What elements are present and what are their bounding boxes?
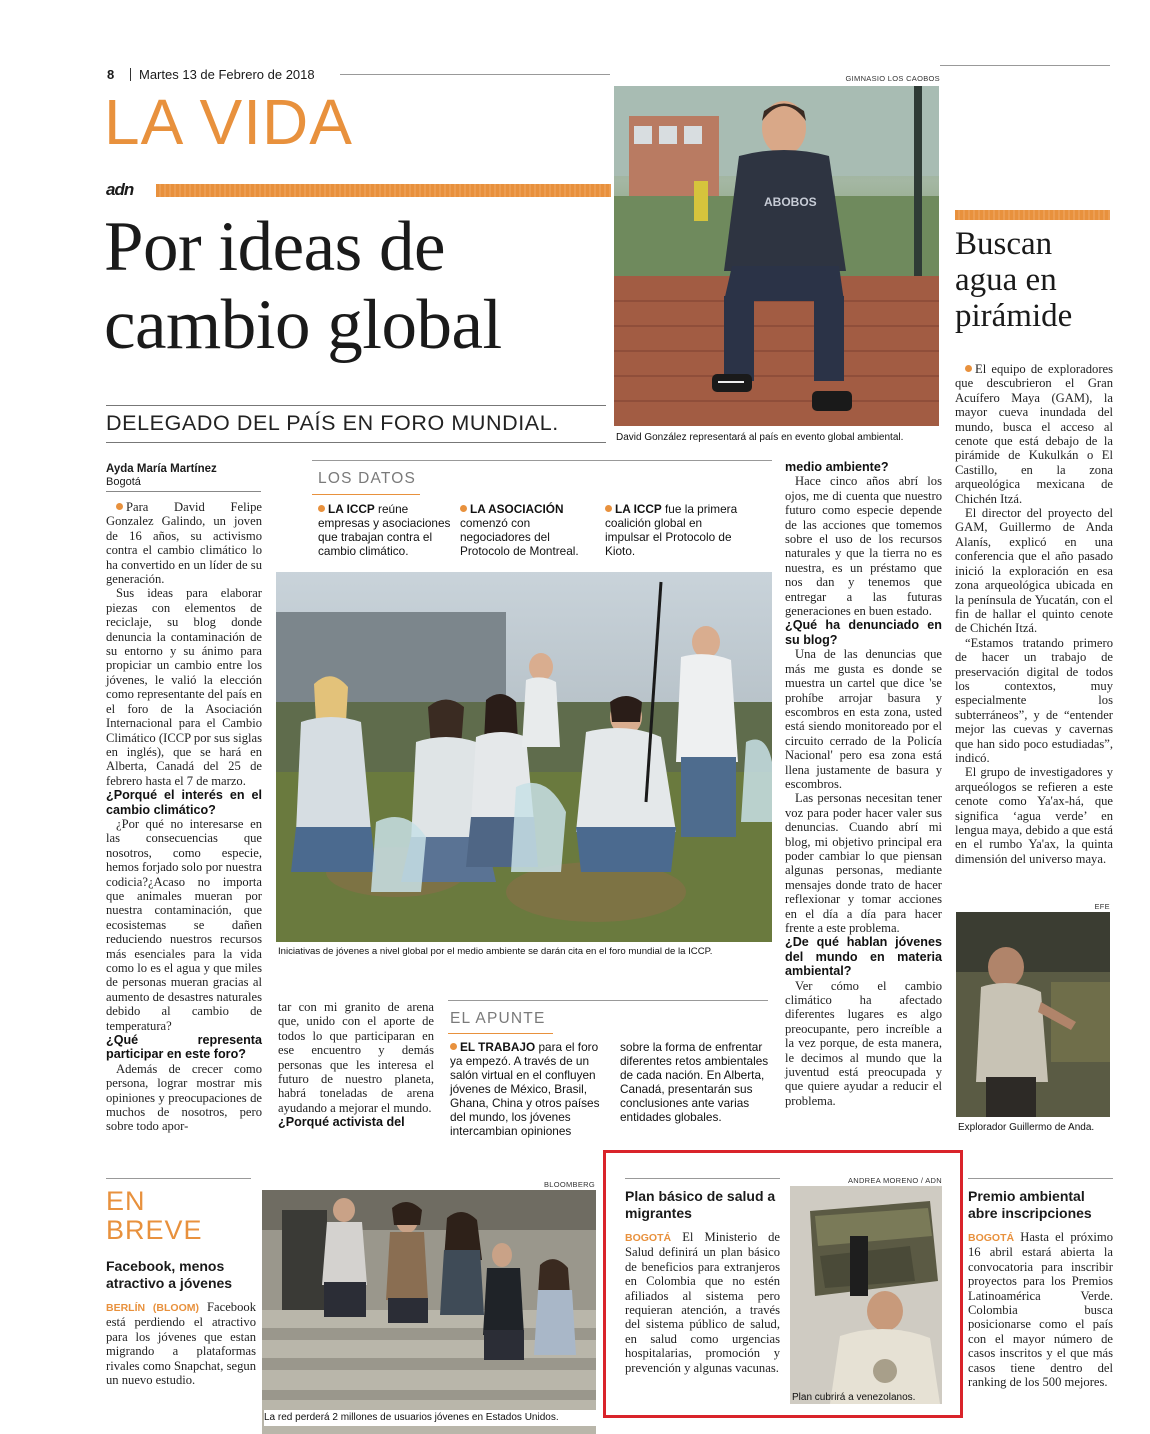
el-apunte-lead: EL TRABAJO (460, 1040, 536, 1054)
explorer-photo-caption: Explorador Guillermo de Anda. (958, 1122, 1095, 1133)
los-datos-lead: LA ICCP (615, 502, 662, 516)
header-rule-right (940, 65, 1110, 66)
article-paragraph: El director del proyecto del GAM, Guillermo de Anda Alanís, explicó en una conferencia que el año pasado inició la exploración en esa zona arqueológica ubicada en la península de Yucatán, con el fin de hallar el quinto cenote de Chichén Itzá. (955, 506, 1113, 636)
migrant-illustration (790, 1186, 942, 1404)
plan-body: BOGOTÁ El Ministerio de Salud definirá un plan básico de beneficios para extranjeros en Colombia que no estén afiliados al sistema pero requieran atención, a través del sistema público de salud, en salud como urgencias hospitalarias, promoción y prevención y algunas vacunas. (625, 1230, 780, 1375)
premio-top-rule (968, 1178, 1113, 1179)
plan-headline: Plan básico de salud a migrantes (625, 1188, 776, 1221)
los-datos-title-underline (312, 494, 420, 495)
header-divider (130, 68, 131, 81)
sidebar-headline: Buscan agua en pirámide (955, 226, 1073, 334)
article-paragraph: Las personas necesitan tener voz para poder hacer valer sus denuncias. Cuando abrí mi blog, mi objetivo principal era poder cambiar lo que piensan algunas personas, mediante mensajes donde trato de hacer reflexionar y tomar acciones en el día a día para hacer frente a este problema. (785, 791, 942, 935)
premio-body: BOGOTÁ Hasta el próximo 16 abril estará abierta la convocatoria para inscribir proyectos para los Premios Latinoamérica Verde. Colombia busca posicionarse como el país con el mayor número de casos inscritos y el que más casos tiene dentro del ranking de los 500 mejores. (968, 1230, 1113, 1390)
interview-question: ¿Qué representa participar en este foro? (106, 1033, 262, 1062)
facebook-body: BERLÍN (BLOOM) Facebook está perdiendo el atractivo para los jóvenes que estan migrando a plataformas rivales como Snapchat, segun un nuevo estudio. (106, 1300, 256, 1388)
main-article-column-2 (278, 1000, 434, 1130)
explorer-photo-credit: EFE (1094, 902, 1110, 911)
bullet-dot (450, 1043, 457, 1050)
facebook-photo (262, 1190, 596, 1434)
article-paragraph: El equipo de exploradores que descubrieron el Gran Acuífero Maya (GAM), la mayor cueva inundada del mundo, busca el acceso al cenote que está debajo de la pirámide de Kukulkán o El Castillo, en la zona arqueológica mexicana de Chichén Itzá. (955, 362, 1113, 506)
el-apunte-text-1: EL TRABAJO para el foro ya empezó. A través de un salón virtual en el confluyen jóvenes de México, Brasil, Ghana, China y otros países del mundo, los jóvenes intercambian opiniones (450, 1040, 600, 1138)
article-paragraph: Una de las denuncias que más me gusta es donde se muestra un cartel que dice 'se prohíbe arrojar basura y escombros en esta zona, usted está siendo monitoreado por el circuito cerrado de la Policía Nacional' pero esa zona está llena justamente de basura y escombros. (785, 647, 942, 791)
issue-date: Martes 13 de Febrero de 2018 (139, 67, 315, 82)
student-photo (614, 86, 939, 426)
youth-cleanup-photo (276, 572, 772, 942)
header-rule (340, 74, 610, 75)
en-breve-top-rule (106, 1178, 251, 1179)
byline-rule (106, 491, 261, 492)
youth-cleanup-illustration (276, 572, 772, 942)
section-title: LA VIDA (104, 86, 353, 158)
page-number: 8 (107, 67, 115, 82)
article-paragraph: Ver cómo el cambio climático ha afectado diferentes lugares es algo preocupante, pero increíble a la vez porque, de esta manera, le decimos al mundo que la juventud está preocupada y que quiere ayudar a reducir el problema. (785, 978, 942, 1108)
el-apunte-text-2: sobre la forma de enfrentar diferentes retos ambientales de cada nación. En Alberta, Canadá, presentarán sus conclusiones ante varias entidades globales. (620, 1040, 769, 1124)
plan-photo-credit: ANDREA MORENO / ADN (847, 1176, 942, 1185)
sidebar-accent-bar (955, 210, 1110, 220)
los-datos-item-3: LA ICCP fue la primera coalición global en impulsar el Protocolo de Kioto. (605, 502, 738, 558)
interview-question: ¿Porqué activista del (278, 1115, 405, 1130)
plan-top-rule (625, 1178, 780, 1179)
interview-question: medio ambiente? (785, 460, 889, 474)
main-article-column-4 (785, 460, 942, 1108)
subheadline: DELEGADO DEL PAÍS EN FORO MUNDIAL. (106, 411, 559, 435)
facebook-dateline: BERLÍN (BLOOM) (106, 1302, 199, 1314)
subheadline-rule (106, 405, 606, 406)
los-datos-item-2: LA ASOCIACIÓN comenzó con negociadores del Protocolo de Montreal. (460, 502, 579, 558)
migrant-photo (790, 1186, 942, 1404)
explorer-illustration (956, 912, 1110, 1117)
subheadline-rule-bottom (106, 442, 606, 443)
main-headline: Por ideas de cambio global (104, 208, 502, 364)
sidebar-article-body (955, 362, 1113, 866)
article-paragraph: Además de crecer como persona, lograr mostrar mis opiniones y preocupaciones de muchos de nosotros, pero sobre todo apor- (106, 1061, 262, 1134)
interview-question: ¿Porqué el interés en el cambio climático? (106, 788, 262, 817)
photo-credit: GIMNASIO LOS CAOBOS (845, 74, 940, 83)
migrant-photo-caption: Plan cubrirá a venezolanos. (792, 1392, 916, 1403)
student-photo-caption: David González representará al país en evento global ambiental. (616, 432, 904, 443)
el-apunte-title: EL APUNTE (450, 1010, 546, 1027)
main-article-column-1 (106, 500, 262, 1134)
adn-logo: adn (106, 180, 134, 199)
svg-text:ABOBOS: ABOBOS (764, 195, 817, 209)
los-datos-lead: LA ASOCIACIÓN (470, 502, 564, 516)
article-paragraph: Sus ideas para elaborar piezas con elementos de reciclaje, su blog donde denuncia la contaminación de su entorno y su ánimo para propiciar un cambio entre los jóvenes, le valió la elección como representante del país en el foro de la Asociación Internacional para el Cambio Climático (ICCP por sus siglas en inglés), que se hará en Alberta, Canadá del 25 de febrero hasta el 7 de marzo. (106, 586, 262, 788)
los-datos-title: LOS DATOS (318, 470, 417, 487)
author-location: Bogotá (106, 476, 141, 488)
orange-accent-bar (156, 184, 611, 197)
el-apunte-rule (448, 1000, 768, 1001)
article-paragraph: “Estamos tratando primero de hacer un trabajo de preservación digital de todos los contextos, muy especialmente los subterráneos”, y de “entender mejor las cuevas y cavernas que han sido poco estudiadas”, indicó. (955, 635, 1113, 765)
student-illustration (614, 86, 939, 426)
los-datos-rule (312, 460, 772, 461)
bullet-dot (116, 503, 123, 510)
facebook-headline: Facebook, menos atractivo a jóvenes (106, 1258, 233, 1291)
author-name: Ayda María Martínez (106, 463, 217, 475)
article-paragraph: Hace cinco años abrí los ojos, me di cuenta que nuestro futuro como especie depende de las acciones que tomemos sobre el uso de los recursos naturales y que la tierra no es nuestra, es un préstamo que nos dan y tenemos que entregar a las futuras generaciones en buen estado. (785, 474, 942, 619)
bullet-dot (460, 505, 467, 512)
interview-question: ¿De qué hablan jóvenes del mundo en materia ambiental? (785, 935, 942, 979)
el-apunte-underline (448, 1033, 553, 1034)
bullet-dot (318, 505, 325, 512)
article-paragraph: Para David Felipe Gonzalez Galindo, un joven de 16 años, su activismo contra el cambio climático lo ha convertido en un líder de su generación. (106, 500, 262, 587)
los-datos-item-1: LA ICCP reúne empresas y asociaciones que trabajan contra el cambio climático. (318, 502, 451, 558)
plan-dateline: BOGOTÁ (625, 1232, 672, 1244)
explorer-photo (956, 912, 1110, 1117)
bullet-dot (605, 505, 612, 512)
premio-dateline: BOGOTÁ (968, 1232, 1015, 1244)
facebook-photo-caption: La red perderá 2 millones de usuarios jóvenes en Estados Unidos. (264, 1410, 598, 1426)
youth-phones-illustration (262, 1190, 596, 1434)
youth-photo-caption: Iniciativas de jóvenes a nivel global por el medio ambiente se darán cita en el foro mundial de la ICCP. (278, 946, 713, 957)
los-datos-lead: LA ICCP (328, 502, 375, 516)
interview-question: ¿Qué ha denunciado en su blog? (785, 618, 942, 647)
en-breve-title-1: EN (106, 1186, 146, 1216)
article-paragraph: ¿Por qué no interesarse en las consecuencias que nosotros, como especie, hemos forjado solo por nuestra codicia?¿Acaso no importa que animales mueran por nuestra contaminación, que ecosistemas se dañen reduciendo nuestros recursos más esenciales para la vida como lo es el agua y que miles de personas mueran gracias al aumento de desastres naturales debido al cambio de temperatura? (106, 816, 262, 1033)
facebook-photo-credit: BLOOMBERG (543, 1180, 595, 1189)
premio-headline: Premio ambiental abre inscripciones (968, 1188, 1092, 1221)
article-paragraph: tar con mi granito de arena que, unido con el aporte de todos lo que participaran en ese encuentro y demás personas que les interesa el futuro de nuestro planeta, habrá toneladas de arena ayudando a mejorar el mundo. (278, 1000, 434, 1115)
article-paragraph: El grupo de investigadores y arqueólogos se refieren a este cenote como Ya'ax-há, que significa ‘agua verde’ en lengua maya, debido a que está en el rumbo Ya'ax, la quinta dimensión del universo maya. (955, 765, 1113, 866)
en-breve-title-2: BREVE (106, 1215, 203, 1245)
bullet-dot (965, 365, 972, 372)
